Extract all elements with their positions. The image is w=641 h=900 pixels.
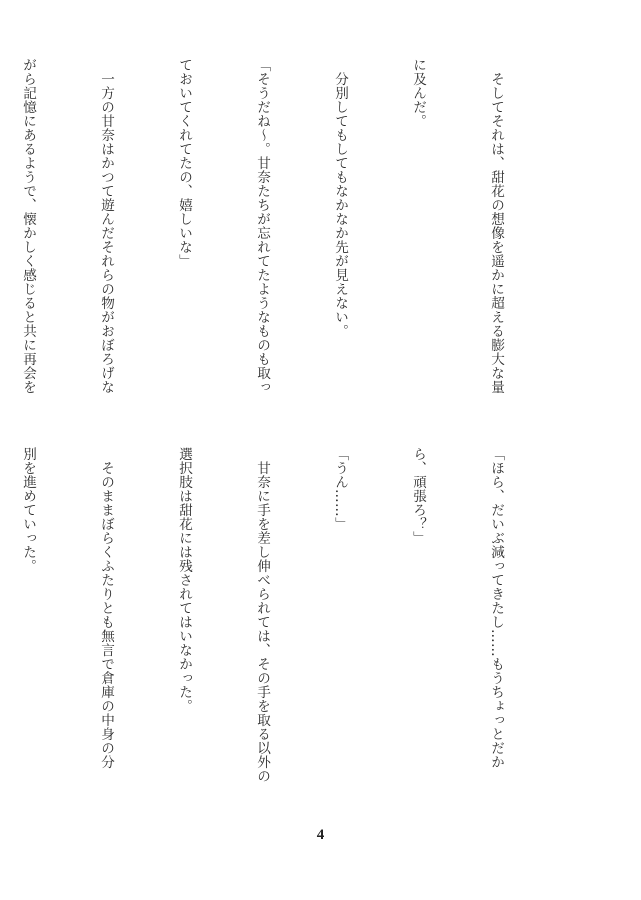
lower-text-block [0,447,561,819]
text-line: 選択肢は甜花には残されてはいなかった。 [176,447,192,713]
text-line: 分別してもしてもなかなか先が見えない。 [332,58,348,338]
text-line: 「そうだね～。甘奈たちが忘れてたようなものも取っ [254,58,270,394]
text-line: がら記憶にあるようで、懐かしく感じると共に再会を [20,58,36,394]
text-line: そしてそれは、甜花の想像を遥かに超える膨大な量 [488,58,504,394]
page-number: 4 [316,827,325,843]
text-line: 「ほら、だいぶ減ってきたし……もうちょっとだか [488,447,504,769]
text-line: 別を進めていった。 [20,447,36,573]
text-line: 甘奈に手を差し伸べられては、その手を取る以外の [254,447,270,783]
text-line: ら、頑張ろ？」 [410,447,426,545]
text-line: そのままぼらくふたりとも無言で倉庫の中身の分 [98,447,114,769]
text-line: 一方の甘奈はかつて遊んだそれらの物がおぼろげな [98,58,114,394]
text-line: 「うん……」 [332,447,348,531]
upper-text-block [0,58,561,430]
text-line: ておいてくれてたの、嬉しいな」 [176,58,192,268]
text-line: に及んだ。 [410,58,426,128]
